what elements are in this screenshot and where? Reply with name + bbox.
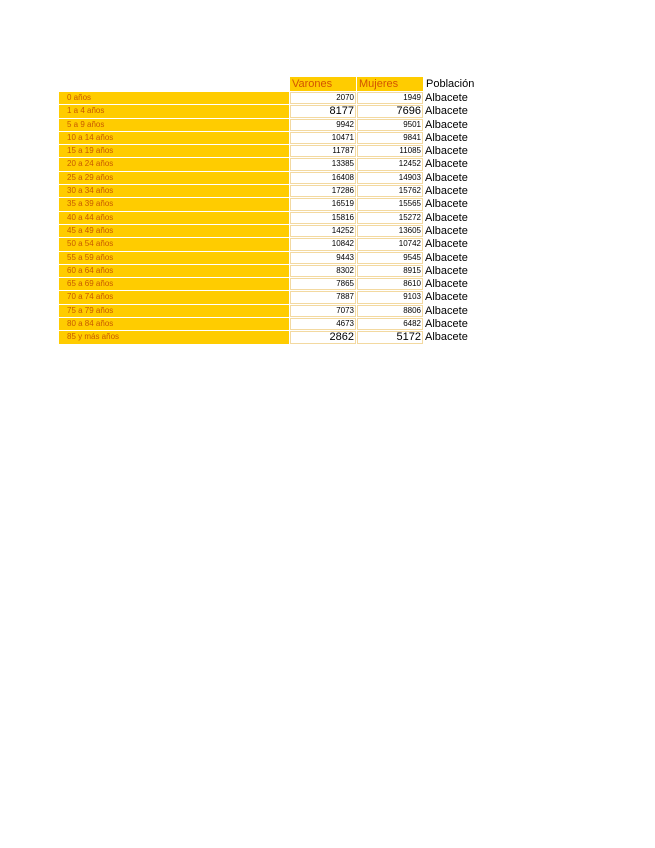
age-group-cell[interactable]: 10 a 14 años [59,132,289,144]
age-group-cell[interactable]: 40 a 44 años [59,212,289,224]
varones-cell[interactable]: 9942 [290,119,356,131]
mujeres-cell[interactable]: 11085 [357,145,423,157]
table-body [59,92,495,344]
age-group-cell[interactable]: 20 a 24 años [59,158,289,170]
varones-cell[interactable]: 2070 [290,92,356,104]
varones-cell[interactable]: 2862 [290,331,356,343]
mujeres-cell[interactable]: 13605 [357,225,423,237]
varones-cell[interactable]: 11787 [290,145,356,157]
mujeres-cell[interactable]: 15272 [357,212,423,224]
mujeres-cell[interactable]: 15762 [357,185,423,197]
age-group-cell[interactable]: 15 a 19 años [59,145,289,157]
mujeres-cell[interactable]: 5172 [357,331,423,343]
header-varones[interactable]: Varones [290,77,356,91]
age-group-cell[interactable]: 75 a 79 años [59,305,289,317]
mujeres-cell[interactable]: 9841 [357,132,423,144]
age-group-cell[interactable]: 65 a 69 años [59,278,289,290]
poblacion-cell[interactable]: Albacete [425,224,468,237]
age-group-cell[interactable]: 55 a 59 años [59,252,289,264]
age-group-cell[interactable]: 30 a 34 años [59,185,289,197]
age-group-cell[interactable]: 1 a 4 años [59,105,289,117]
mujeres-cell[interactable]: 10742 [357,238,423,250]
varones-cell[interactable]: 7865 [290,278,356,290]
poblacion-cell[interactable]: Albacete [425,105,468,118]
mujeres-cell[interactable]: 1949 [357,92,423,104]
table-row [59,172,495,184]
poblacion-cell[interactable]: Albacete [425,291,468,304]
table-row [59,252,495,264]
table-row [59,198,495,210]
varones-cell[interactable]: 10471 [290,132,356,144]
table-row [59,225,495,237]
age-group-cell[interactable]: 80 a 84 años [59,318,289,330]
poblacion-cell[interactable]: Albacete [425,145,468,158]
poblacion-cell[interactable]: Albacete [425,171,468,184]
poblacion-cell[interactable]: Albacete [425,198,468,211]
header-empty-cell [59,77,289,91]
mujeres-cell[interactable]: 9103 [357,291,423,303]
table-row [59,132,495,144]
mujeres-cell[interactable]: 9501 [357,119,423,131]
mujeres-cell[interactable]: 8915 [357,265,423,277]
poblacion-cell[interactable]: Albacete [425,158,468,171]
age-group-cell[interactable]: 0 años [59,92,289,104]
poblacion-cell[interactable]: Albacete [425,278,468,291]
header-mujeres[interactable]: Mujeres [357,77,423,91]
varones-cell[interactable]: 15816 [290,212,356,224]
table-row [59,92,495,104]
table-row [59,119,495,131]
spreadsheet [59,77,495,345]
varones-cell[interactable]: 7073 [290,305,356,317]
mujeres-cell[interactable]: 8610 [357,278,423,290]
table-row [59,158,495,170]
varones-cell[interactable]: 8302 [290,265,356,277]
table-row [59,105,495,117]
header-row [59,77,495,91]
mujeres-cell[interactable]: 14903 [357,172,423,184]
varones-cell[interactable]: 10842 [290,238,356,250]
age-group-cell[interactable]: 50 a 54 años [59,238,289,250]
poblacion-cell[interactable]: Albacete [425,92,468,104]
table-row [59,212,495,224]
table-row [59,318,495,330]
table-row [59,305,495,317]
mujeres-cell[interactable]: 7696 [357,105,423,117]
varones-cell[interactable]: 9443 [290,252,356,264]
mujeres-cell[interactable]: 6482 [357,318,423,330]
varones-cell[interactable]: 7887 [290,291,356,303]
table-row [59,185,495,197]
poblacion-cell[interactable]: Albacete [425,185,468,198]
mujeres-cell[interactable]: 9545 [357,252,423,264]
poblacion-cell[interactable]: Albacete [425,318,468,331]
age-group-cell[interactable]: 35 a 39 años [59,198,289,210]
age-group-cell[interactable]: 60 a 64 años [59,265,289,277]
poblacion-cell[interactable]: Albacete [425,211,468,224]
poblacion-cell[interactable]: Albacete [425,118,468,131]
age-group-cell[interactable]: 25 a 29 años [59,172,289,184]
mujeres-cell[interactable]: 15565 [357,198,423,210]
table-row [59,331,495,343]
varones-cell[interactable]: 4673 [290,318,356,330]
age-group-cell[interactable]: 85 y más años [59,331,289,343]
table-row [59,238,495,250]
mujeres-cell[interactable]: 12452 [357,158,423,170]
poblacion-cell[interactable]: Albacete [425,251,468,264]
table-row [59,145,495,157]
varones-cell[interactable]: 8177 [290,105,356,117]
poblacion-cell[interactable]: Albacete [425,331,468,344]
poblacion-cell[interactable]: Albacete [425,238,468,251]
header-poblacion[interactable]: Población [426,78,475,90]
varones-cell[interactable]: 13385 [290,158,356,170]
poblacion-cell[interactable]: Albacete [425,304,468,317]
poblacion-cell[interactable]: Albacete [425,131,468,144]
age-group-cell[interactable]: 70 a 74 años [59,291,289,303]
mujeres-cell[interactable]: 8806 [357,305,423,317]
table-row [59,291,495,303]
age-group-cell[interactable]: 45 a 49 años [59,225,289,237]
table-row [59,265,495,277]
varones-cell[interactable]: 16519 [290,198,356,210]
varones-cell[interactable]: 14252 [290,225,356,237]
varones-cell[interactable]: 17286 [290,185,356,197]
table-row [59,278,495,290]
varones-cell[interactable]: 16408 [290,172,356,184]
poblacion-cell[interactable]: Albacete [425,264,468,277]
age-group-cell[interactable]: 5 a 9 años [59,119,289,131]
